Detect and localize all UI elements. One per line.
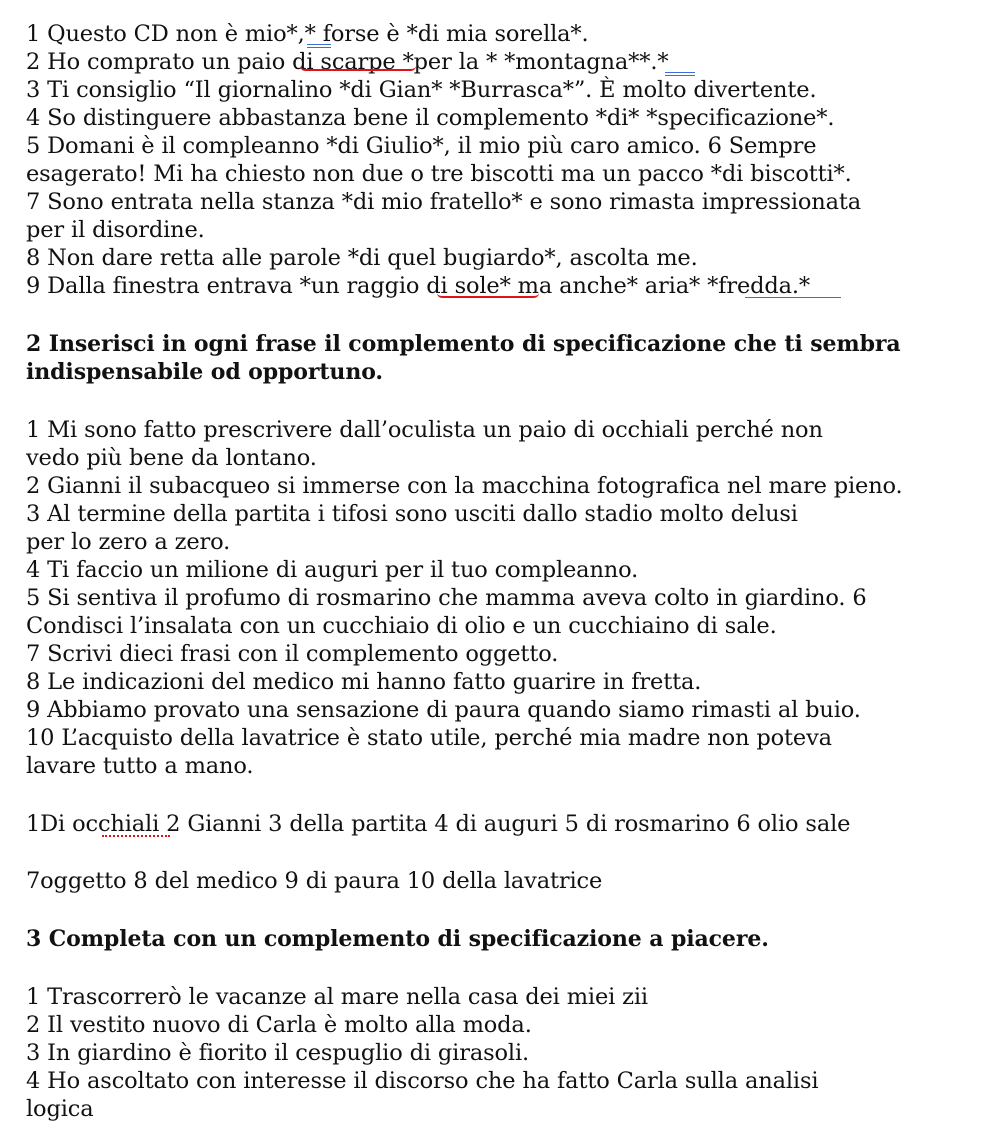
text-line: 8 Non dare retta alle parole *di quel bugiardo*, ascolta me. — [26, 245, 698, 271]
text-line: 4 Ti faccio un milione di auguri per il tuo compleanno. — [26, 557, 639, 583]
text-line: 3 In giardino è fiorito il cespuglio di girasoli. — [26, 1040, 529, 1066]
text-line: per lo zero a zero. — [26, 529, 231, 555]
answer-line: 7oggetto 8 del medico 9 di paura 10 della lavatrice — [26, 868, 603, 894]
text-line: 4 Ho ascoltato con interesse il discorso che ha fatto Carla sulla analisi — [26, 1068, 819, 1094]
text-line: vedo più bene da lontano. — [26, 445, 317, 471]
text-line: per il disordine. — [26, 217, 205, 243]
text-line: 1 Questo CD non è mio*,* forse è *di mia sorella*. — [26, 21, 589, 47]
text-line: 5 Domani è il compleanno *di Giulio*, il mio più caro amico. 6 Sempre — [26, 133, 817, 159]
section-heading: indispensabile od opportuno. — [26, 359, 383, 385]
text-line: 7 Scrivi dieci frasi con il complemento oggetto. — [26, 641, 559, 667]
text-line: 1 Mi sono fatto prescrivere dall’oculista un paio di occhiali perché non — [26, 417, 823, 443]
text-line: 3 Al termine della partita i tifosi sono usciti dallo stadio molto delusi — [26, 501, 798, 527]
text-line: 4 So distinguere abbastanza bene il complemento *di* *specificazione*. — [26, 105, 835, 131]
text-line: 2 Il vestito nuovo di Carla è molto alla moda. — [26, 1012, 532, 1038]
text-line: 3 Ti consiglio “Il giornalino *di Gian* *Burrasca*”. È molto divertente. — [26, 77, 817, 103]
text-line: lavare tutto a mano. — [26, 753, 254, 779]
text-line: 1 Trascorrerò le vacanze al mare nella casa dei miei zii — [26, 984, 648, 1010]
text-line: esagerato! Mi ha chiesto non due o tre biscotti ma un pacco *di biscotti*. — [26, 161, 852, 187]
text-line: Condisci l’insalata con un cucchiaio di olio e un cucchiaino di sale. — [26, 613, 777, 639]
text-line: 2 Ho comprato un paio di scarpe *per la * *montagna**.* — [26, 49, 669, 75]
text-line: 10 L’acquisto della lavatrice è stato utile, perché mia madre non poteva — [26, 725, 832, 751]
text-line: 8 Le indicazioni del medico mi hanno fatto guarire in fretta. — [26, 669, 702, 695]
section-heading: 3 Completa con un complemento di specificazione a piacere. — [26, 926, 769, 952]
text-line: 2 Gianni il subacqueo si immerse con la macchina fotografica nel mare pieno. — [26, 473, 903, 499]
text-line: 9 Abbiamo provato una sensazione di paura quando siamo rimasti al buio. — [26, 697, 861, 723]
text-line: 9 Dalla finestra entrava *un raggio di sole* ma anche* aria* *fredda.* — [26, 273, 810, 299]
answer-line: 1Di occhiali 2 Gianni 3 della partita 4 di auguri 5 di rosmarino 6 olio sale — [26, 811, 851, 837]
text-line: logica — [26, 1096, 94, 1122]
section-heading: 2 Inserisci in ogni frase il complemento di specificazione che ti sembra — [26, 331, 901, 357]
text-line: 5 Si sentiva il profumo di rosmarino che mamma aveva colto in giardino. 6 — [26, 585, 867, 611]
text-line: 7 Sono entrata nella stanza *di mio fratello* e sono rimasta impressionata — [26, 189, 862, 215]
